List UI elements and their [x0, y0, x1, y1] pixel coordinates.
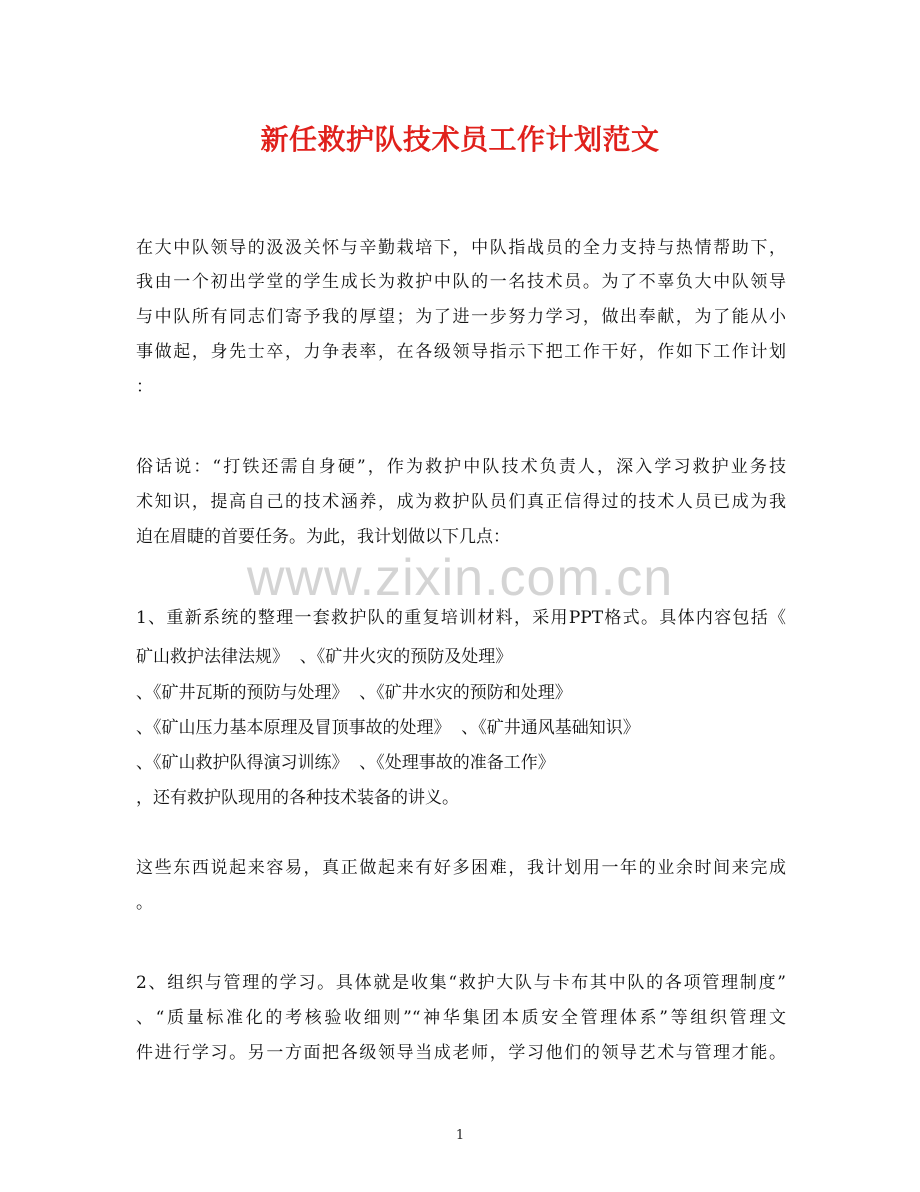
- paragraph-line: 、“质量标准化的考核验收细则”“神华集团本质安全管理体系”等组织管理文: [136, 1008, 786, 1028]
- paragraph-line: 、《矿井瓦斯的预防与处理》 、《矿井水灾的预防和处理》: [136, 683, 572, 703]
- paragraph-line: 事做起，身先士卒，力争表率，在各级领导指示下把工作干好，作如下工作计划: [136, 342, 786, 362]
- paragraph-line: 、《矿山救护队得演习训练》 、《处理事故的准备工作》: [136, 753, 555, 773]
- paragraph-line: 、《矿山压力基本原理及冒顶事故的处理》 、《矿井通风基础知识》: [136, 718, 640, 738]
- watermark: www.zixin.com.cn: [246, 549, 674, 607]
- page-number: 1: [455, 1128, 465, 1143]
- paragraph-line: 迫在眉睫的首要任务。为此，我计划做以下几点：: [136, 527, 510, 547]
- paragraph-line: ：: [136, 377, 153, 397]
- paragraph-line: 1、重新系统的整理一套救护队的重复培训材料，采用PPT格式。具体内容包括《: [136, 608, 786, 628]
- paragraph-line: 在大中队领导的汲汲关怀与辛勤栽培下，中队指战员的全力支持与热情帮助下，: [136, 238, 786, 258]
- paragraph-line: 我由一个初出学堂的学生成长为救护中队的一名技术员。为了不辜负大中队领导: [136, 272, 786, 292]
- paragraph-line: 矿山救护法律法规》 、《矿井火灾的预防及处理》: [136, 647, 513, 667]
- paragraph-line: ，还有救护队现用的各种技术装备的讲义。: [136, 788, 459, 808]
- paragraph-line: 俗话说：“打铁还需自身硬”，作为救护中队技术负责人，深入学习救护业务技: [136, 457, 786, 477]
- paragraph-line: 件进行学习。另一方面把各级领导当成老师，学习他们的领导艺术与管理才能。: [136, 1043, 786, 1063]
- paragraph-line: 这些东西说起来容易，真正做起来有好多困难，我计划用一年的业余时间来完成: [136, 858, 786, 878]
- paragraph-line: 。: [136, 893, 153, 913]
- paragraph-line: 术知识，提高自己的技术涵养，成为救护队员们真正信得过的技术人员已成为我: [136, 492, 786, 512]
- document-title: 新任救护队技术员工作计划范文: [260, 123, 660, 156]
- paragraph-line: 与中队所有同志们寄予我的厚望；为了进一步努力学习，做出奉献，为了能从小: [136, 307, 786, 327]
- paragraph-line: 2、组织与管理的学习。具体就是收集“救护大队与卡布其中队的各项管理制度”: [136, 973, 786, 993]
